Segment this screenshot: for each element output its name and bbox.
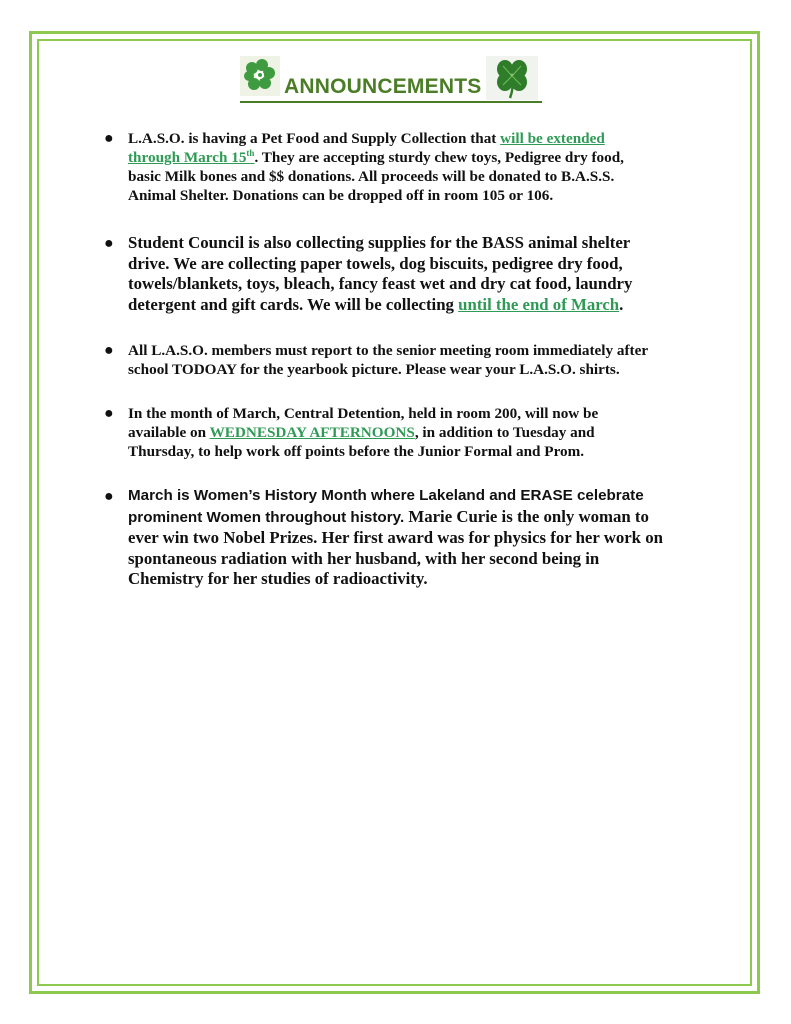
item-4-text: [128, 404, 598, 461]
item-1-part2: . They are accepting sturdy chew toys, Pedigree dry food,: [254, 149, 624, 166]
page-title: ANNOUNCEMENTS: [284, 75, 482, 98]
item-5-line2b: Marie Curie is the only woman to: [404, 506, 649, 526]
bullet: ●: [104, 488, 114, 505]
item-2-line4b: .: [619, 294, 624, 314]
item-3-line1: All L.A.S.O. members must report to the senior meeting room immediately after: [128, 342, 649, 359]
item-2-line3: towels/blankets, toys, bleach, fancy feast wet and dry cat food, laundry: [128, 274, 633, 293]
item-5-line1: March is Women’s History Month where Lakeland and ERASE celebrate: [128, 487, 644, 504]
extended-link[interactable]: will be extended: [500, 130, 605, 147]
item-4-line3: Thursday, to help work off points before the Junior Formal and Prom.: [128, 443, 585, 460]
item-1-line4: Animal Shelter. Donations can be dropped off in room 105 or 106.: [128, 187, 554, 204]
item-2-line2: drive. We are collecting paper towels, dog biscuits, pedigree dry food,: [128, 253, 623, 273]
bullet: ●: [104, 405, 114, 422]
bullet: ●: [104, 342, 114, 359]
item-5-line5: Chemistry for her studies of radioactivity.: [128, 569, 428, 588]
wednesday-afternoons-link[interactable]: WEDNESDAY AFTERNOONS: [209, 424, 415, 441]
header-underline: [240, 101, 542, 103]
flower-clover-icon: [240, 56, 280, 96]
item-5-line2a: prominent Women throughout history.: [128, 508, 405, 526]
date-suffix: th: [246, 147, 255, 158]
march-15-date: through March 15: [128, 149, 247, 166]
item-4-line2b: , in addition to Tuesday and: [414, 424, 595, 441]
item-1-part1: L.A.S.O. is having a Pet Food and Supply Collection that: [128, 130, 501, 147]
item-2-line4a: detergent and gift cards. We will be collecting: [128, 294, 459, 314]
item-1-text: [128, 129, 624, 205]
announcements-header: [240, 56, 542, 100]
item-5-line3: ever win two Nobel Prizes. Her first award was for physics for her work on: [128, 528, 663, 547]
item-2-text: [128, 233, 632, 315]
item-5-text: [128, 486, 663, 590]
bullet: ●: [104, 130, 114, 147]
item-3-text: [128, 341, 648, 379]
item-4-line1: In the month of March, Central Detention, held in room 200, will now be: [128, 405, 599, 422]
item-1-line3: basic Milk bones and $$ donations. All proceeds will be donated to B.A.S.S.: [128, 168, 615, 185]
four-leaf-clover-icon: [486, 56, 538, 100]
item-5-line4: spontaneous radiation with her husband, with her second being in: [128, 548, 600, 568]
item-3-line2: school TODOAY for the yearbook picture. Please wear your L.A.S.O. shirts.: [128, 361, 620, 378]
item-2-line1: Student Council is also collecting supplies for the BASS animal shelter: [128, 233, 631, 252]
march-15-link[interactable]: [128, 149, 254, 166]
item-4-line2a: available on: [128, 424, 210, 441]
bullet: ●: [104, 235, 114, 252]
end-of-march-link[interactable]: until the end of March: [458, 294, 620, 314]
